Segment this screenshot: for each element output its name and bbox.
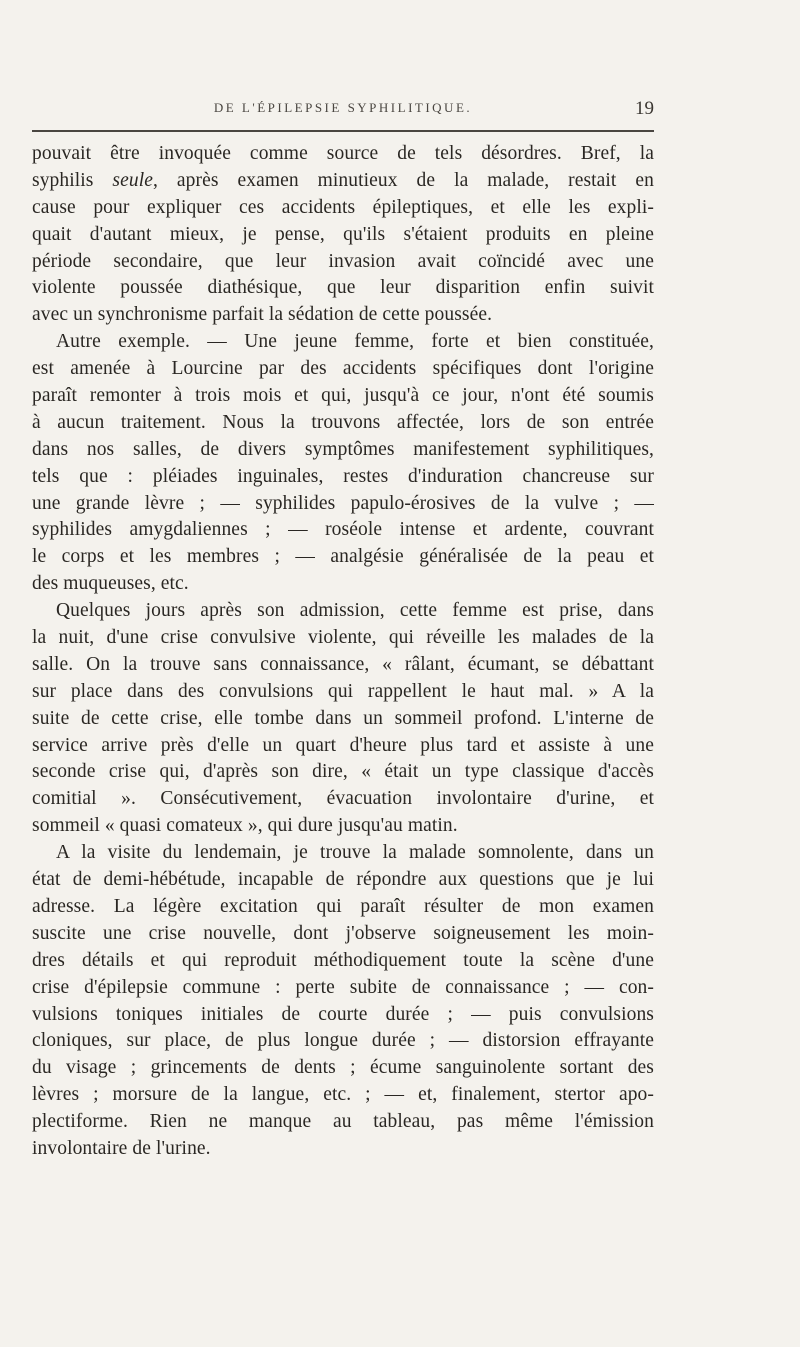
- text-line: le corps et les membres ; — analgésie généralisée de la peau et: [32, 546, 654, 568]
- running-title: DE L'ÉPILEPSIE SYPHILITIQUE.: [213, 100, 473, 115]
- text-line: salle. On la trouve sans connaissance, « râlant, écumant, se débattant: [32, 653, 654, 675]
- text-line: [32, 168, 654, 195]
- body-text: [32, 141, 654, 1163]
- text-line: Quelques jours après son admission, cette femme est prise, dans: [56, 600, 654, 622]
- text-line: sommeil « quasi comateux », qui dure jusqu'au matin.: [32, 815, 458, 837]
- paragraph: [32, 598, 654, 840]
- text-line: tels que : pléiades inguinales, restes d'induration chancreuse sur: [32, 465, 654, 487]
- text-line: violente poussée diathésique, que leur disparition enfin suivit: [32, 277, 654, 299]
- text-line: paraît remonter à trois mois et qui, jusqu'à ce jour, n'ont été soumis: [32, 385, 654, 407]
- text-line: involontaire de l'urine.: [32, 1137, 211, 1159]
- text-line: A la visite du lendemain, je trouve la malade somnolente, dans un: [56, 842, 654, 864]
- text-line: lèvres ; morsure de la langue, etc. ; — et, finalement, stertor apo-: [32, 1084, 654, 1106]
- text-line: syphilides amygdaliennes ; — roséole intense et ardente, couvrant: [32, 519, 654, 541]
- text-line: seconde crise qui, d'après son dire, « était un type classique d'accès: [32, 761, 654, 783]
- text-line: à aucun traitement. Nous la trouvons affectée, lors de son entrée: [32, 411, 654, 433]
- text-line: comitial ». Consécutivement, évacuation involontaire d'urine, et: [32, 788, 654, 810]
- text-line: service arrive près d'elle un quart d'heure plus tard et assiste à une: [32, 734, 654, 756]
- text-line: état de demi-hébétude, incapable de répondre aux questions que je lui: [32, 869, 654, 891]
- text-line: Autre exemple. — Une jeune femme, forte et bien constituée,: [56, 331, 654, 353]
- text-line: adresse. La légère excitation qui paraît résulter de mon examen: [32, 895, 654, 917]
- page-number: 19: [635, 98, 654, 119]
- text-line: cause pour expliquer ces accidents épileptiques, et elle les expli-: [32, 196, 654, 218]
- text-line: avec un synchronisme parfait la sédation de cette poussée.: [32, 304, 493, 326]
- text-line: des muqueuses, etc.: [32, 573, 189, 595]
- text-line: crise d'épilepsie commune : perte subite de connaissance ; — con-: [32, 976, 654, 998]
- text-line: dres détails et qui reproduit méthodiquement toute la scène d'une: [32, 949, 654, 971]
- paragraph: [32, 329, 654, 598]
- italic-word: seule: [112, 169, 153, 191]
- text-line: période secondaire, que leur invasion avait coïncidé avec une: [32, 250, 654, 272]
- text-line: sur place dans des convulsions qui rappellent le haut mal. » A la: [32, 680, 654, 702]
- text-line: la nuit, d'une crise convulsive violente, qui réveille les malades de la: [32, 627, 654, 649]
- text-line: quait d'autant mieux, je pense, qu'ils s'étaient produits en pleine: [32, 223, 654, 245]
- page-header: [32, 100, 654, 124]
- text-line: est amenée à Lourcine par des accidents spécifiques dont l'origine: [32, 358, 654, 380]
- text-segment: , après examen minutieux de la malade, restait en: [153, 169, 654, 191]
- text-line: vulsions toniques initiales de courte durée ; — puis convulsions: [32, 1003, 654, 1025]
- text-line: une grande lèvre ; — syphilides papulo-érosives de la vulve ; —: [32, 492, 654, 514]
- text-line: dans nos salles, de divers symptômes manifestement syphilitiques,: [32, 438, 654, 460]
- text-line: suite de cette crise, elle tombe dans un sommeil profond. L'interne de: [32, 707, 654, 729]
- paragraph: [32, 840, 654, 1163]
- paragraph: [32, 141, 654, 329]
- text-line: plectiforme. Rien ne manque au tableau, pas même l'émission: [32, 1111, 654, 1133]
- text-line: cloniques, sur place, de plus longue durée ; — distorsion effrayante: [32, 1030, 654, 1052]
- text-line: du visage ; grincements de dents ; écume sanguinolente sortant des: [32, 1057, 654, 1079]
- header-rule: [32, 130, 654, 132]
- text-segment: syphilis: [32, 169, 113, 191]
- text-line: pouvait être invoquée comme source de tels désordres. Bref, la: [32, 143, 654, 164]
- text-line: suscite une crise nouvelle, dont j'observe soigneusement les moin-: [32, 922, 654, 944]
